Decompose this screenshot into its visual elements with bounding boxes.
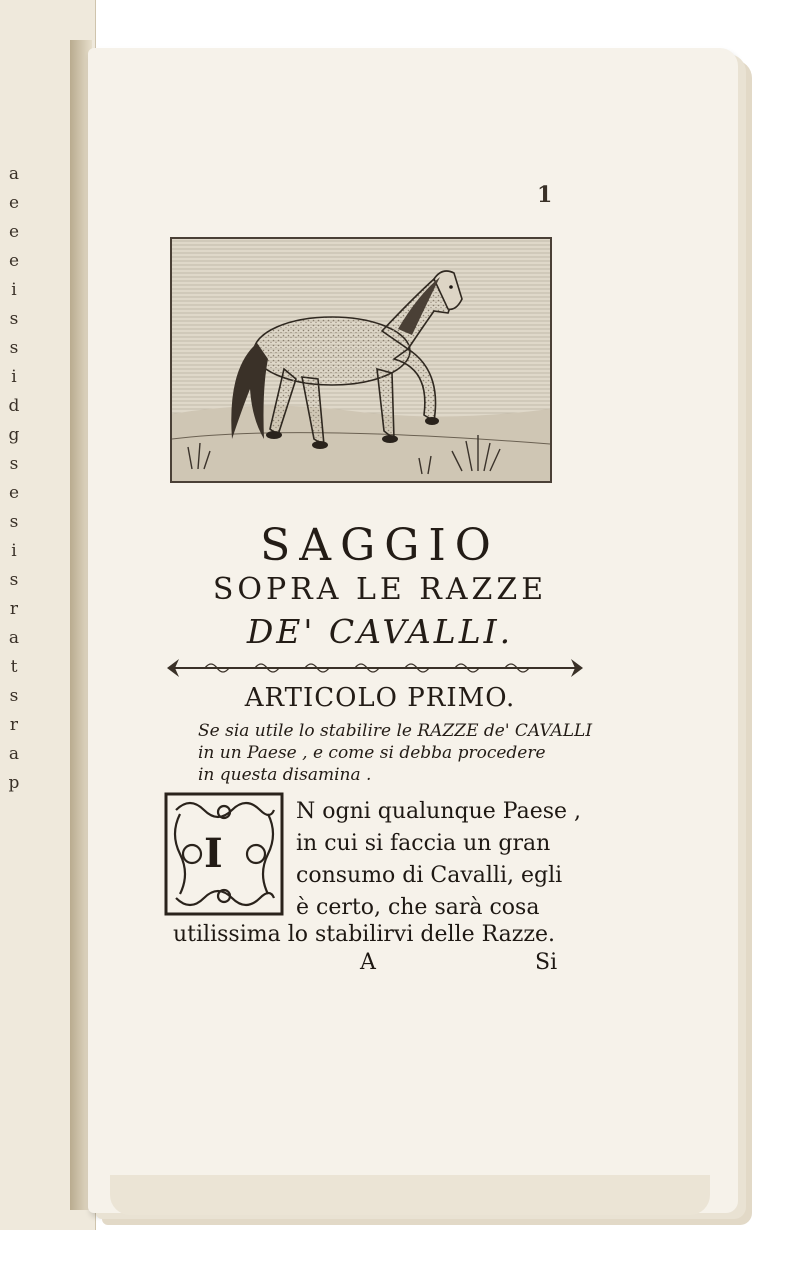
body-line: in cui si faccia un gran: [296, 831, 551, 856]
margin-char: e: [8, 483, 20, 503]
signature-mark: A: [360, 950, 376, 975]
margin-char: t: [10, 657, 18, 677]
body-line: è certo, che sarà cosa: [296, 895, 540, 920]
body-text: [296, 796, 596, 924]
body-line-full-width: utilissima lo stabilirvi delle Razze.: [173, 922, 555, 947]
drop-cap-letter: I: [204, 830, 223, 877]
summary-line: in questa disamina .: [198, 765, 372, 785]
margin-char: i: [11, 541, 17, 561]
left-page-margin-text: [2, 160, 26, 798]
margin-char: s: [9, 570, 19, 590]
margin-char: r: [9, 715, 19, 735]
margin-char: s: [9, 338, 19, 358]
page-number: 1: [537, 182, 553, 208]
catchword: Si: [535, 950, 558, 975]
margin-char: a: [8, 744, 20, 764]
margin-char: g: [8, 425, 20, 445]
margin-char: a: [8, 164, 20, 184]
margin-char: p: [8, 773, 20, 793]
margin-char: e: [8, 193, 20, 213]
decorated-initial-icon: [162, 790, 286, 918]
ornamental-divider-icon: [165, 653, 585, 683]
margin-char: s: [9, 686, 19, 706]
margin-char: i: [11, 280, 17, 300]
margin-char: e: [8, 251, 20, 271]
margin-char: e: [8, 222, 20, 242]
horse-engraving-icon: [170, 237, 552, 483]
margin-char: s: [9, 309, 19, 329]
horse-engraving: [172, 239, 550, 481]
margin-char: s: [9, 454, 19, 474]
book-subtitle: SOPRA LE RAZZE: [212, 572, 548, 607]
article-heading: ARTICOLO PRIMO.: [244, 683, 516, 713]
body-line: N ogni qualunque Paese ,: [296, 799, 582, 824]
page-stack-edge: [110, 1175, 710, 1215]
summary-line: in un Paese , e come si debba procedere: [198, 743, 546, 763]
book-title: SAGGIO: [260, 520, 500, 571]
book-subtitle-italic: DE' CAVALLI.: [246, 612, 514, 651]
margin-char: r: [9, 599, 19, 619]
summary-line: Se sia utile lo stabilire le RAZZE de' CAVALLI: [198, 721, 593, 741]
margin-char: a: [8, 628, 20, 648]
margin-char: i: [11, 367, 17, 387]
margin-char: s: [9, 512, 19, 532]
body-line: consumo di Cavalli, egli: [296, 863, 563, 888]
margin-char: d: [8, 396, 20, 416]
article-summary: [198, 720, 593, 786]
